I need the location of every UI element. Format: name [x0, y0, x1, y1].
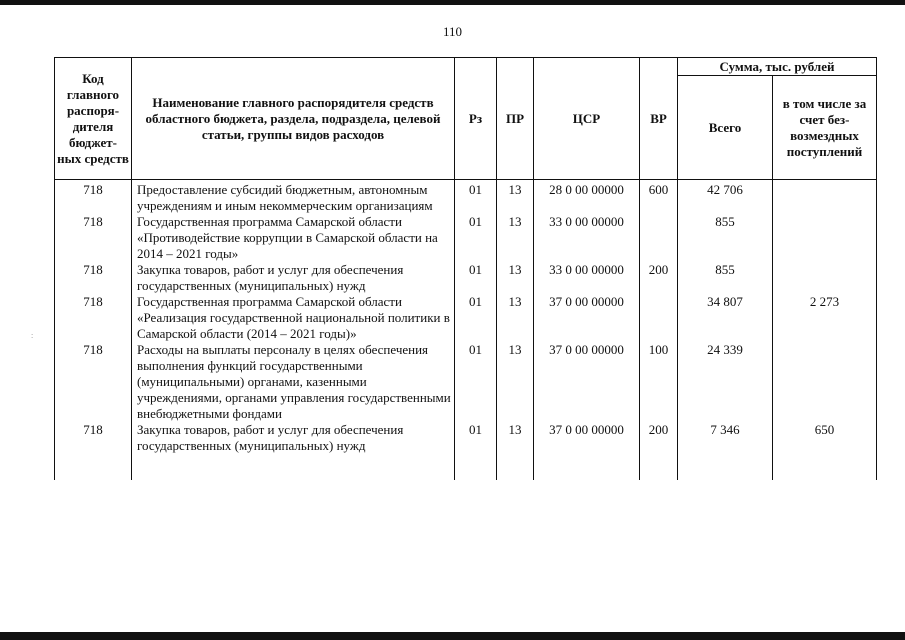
cell-free: 650 [773, 422, 877, 480]
table-body [55, 180, 877, 481]
cell-code: 718 [55, 422, 132, 480]
table-header [55, 58, 877, 180]
cell-pr: 13 [497, 422, 534, 480]
cell-name: Закупка товаров, работ и услуг для обеспечения государственных (муниципальных) нужд [132, 262, 455, 294]
cell-pr: 13 [497, 180, 534, 215]
table-row [55, 294, 877, 342]
cell-code: 718 [55, 262, 132, 294]
cell-vr: 600 [640, 180, 678, 215]
cell-total: 7 346 [678, 422, 773, 480]
header-sum: Сумма, тыс. рублей [678, 58, 877, 76]
cell-csr: 33 0 00 00000 [534, 262, 640, 294]
cell-rz: 01 [455, 342, 497, 422]
cell-free [773, 262, 877, 294]
table-row [55, 214, 877, 262]
header-vr: ВР [640, 58, 678, 180]
cell-vr: 200 [640, 262, 678, 294]
cell-code: 718 [55, 214, 132, 262]
cell-name: Государственная программа Самарской области «Реализация государственной национальной политики в Самарской области (2014 – 2021 годы)» [132, 294, 455, 342]
cell-rz: 01 [455, 294, 497, 342]
cell-vr: 100 [640, 342, 678, 422]
cell-total: 24 339 [678, 342, 773, 422]
cell-code: 718 [55, 294, 132, 342]
cell-total: 34 807 [678, 294, 773, 342]
cell-total: 855 [678, 262, 773, 294]
cell-code: 718 [55, 342, 132, 422]
header-free: в том числе за счет без-возмездных поступлений [773, 76, 877, 180]
cell-total: 855 [678, 214, 773, 262]
table-row [55, 180, 877, 215]
cell-name: Предоставление субсидий бюджетным, автономным учреждениям и иным некоммерческим организациям [132, 180, 455, 215]
scan-speck: : [31, 331, 34, 340]
cell-name: Государственная программа Самарской области «Противодействие коррупции в Самарской области на 2014 – 2021 годы» [132, 214, 455, 262]
header-rz: Рз [455, 58, 497, 180]
budget-table [54, 57, 877, 480]
cell-free: 2 273 [773, 294, 877, 342]
cell-pr: 13 [497, 294, 534, 342]
cell-free [773, 214, 877, 262]
header-total: Всего [678, 76, 773, 180]
cell-free [773, 180, 877, 215]
cell-total: 42 706 [678, 180, 773, 215]
header-code: Код главного распоря-дителя бюджет-ных средств [55, 58, 132, 180]
cell-rz: 01 [455, 180, 497, 215]
cell-pr: 13 [497, 262, 534, 294]
table-row [55, 342, 877, 422]
cell-csr: 37 0 00 00000 [534, 342, 640, 422]
cell-vr [640, 294, 678, 342]
cell-code: 718 [55, 180, 132, 215]
header-name: Наименование главного распорядителя средств областного бюджета, раздела, подраздела, целевой статьи, группы видов расходов [132, 58, 455, 180]
cell-name: Расходы на выплаты персоналу в целях обеспечения выполнения функций государственными (муниципальными) органами, казенными учреждениями, органами управления государственными внебюджетными фондами [132, 342, 455, 422]
table-row [55, 262, 877, 294]
cell-pr: 13 [497, 342, 534, 422]
cell-csr: 37 0 00 00000 [534, 294, 640, 342]
cell-rz: 01 [455, 262, 497, 294]
header-pr: ПР [497, 58, 534, 180]
scan-border-top [0, 0, 905, 5]
cell-pr: 13 [497, 214, 534, 262]
page-number: 110 [442, 24, 463, 39]
cell-csr: 28 0 00 00000 [534, 180, 640, 215]
cell-free [773, 342, 877, 422]
table-row [55, 422, 877, 480]
scan-border-bottom [0, 632, 905, 640]
cell-csr: 33 0 00 00000 [534, 214, 640, 262]
cell-rz: 01 [455, 422, 497, 480]
cell-vr [640, 214, 678, 262]
cell-rz: 01 [455, 214, 497, 262]
cell-vr: 200 [640, 422, 678, 480]
cell-name: Закупка товаров, работ и услуг для обеспечения государственных (муниципальных) нужд [132, 422, 455, 480]
header-csr: ЦСР [534, 58, 640, 180]
cell-csr: 37 0 00 00000 [534, 422, 640, 480]
